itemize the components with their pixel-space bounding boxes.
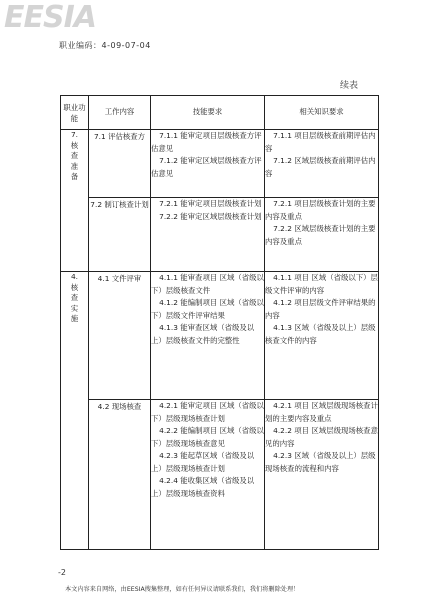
- table-row: [61, 198, 379, 272]
- table-row: [61, 400, 379, 550]
- skill-item: 4.2.4 能收集区域（省级及以上）层级现场核查资料: [151, 476, 255, 498]
- skill-item: 7.1.2 能审定区域层级核查方评估意见: [151, 156, 262, 178]
- header-knowledge: 相关知识要求: [265, 96, 379, 130]
- knowledge-item: 7.1.2 区域层级核查前期评估内容: [265, 156, 376, 178]
- requirements-table: [60, 95, 379, 550]
- content-cell: 7.2 制订核查计划: [89, 198, 151, 272]
- content-cell: 4.1 文件评审: [89, 272, 151, 400]
- function-cell: [61, 272, 89, 550]
- skill-item: 4.2.2 能编制项目 区域（省级以下）层级现场核查意见: [151, 426, 264, 448]
- eesia-logo: EESIA: [4, 0, 96, 35]
- content-cell: 4.2 现场核查: [89, 400, 151, 550]
- knowledge-item: 4.1.3 区域（省级及以上）层级核查文件的内容: [265, 323, 376, 345]
- function-label: 7.核查准备: [70, 130, 79, 181]
- knowledge-item: 4.1.2 项目层级文件评审结果的内容: [265, 298, 376, 320]
- skill-item: 7.2.1 能审定项目层级核查计划: [159, 199, 262, 208]
- knowledge-item: 4.1.1 项目 区域（省级以下）层级文件评审的内容: [265, 273, 378, 295]
- knowledge-cell: [265, 400, 379, 550]
- footer-notice: 本文内容来自网络，由EESIA搜集整理，如有任何异议请联系我们，我们将删除处理！: [65, 586, 300, 593]
- header-function: 职业功能: [61, 96, 89, 130]
- content-cell: 7.1 评估核查方: [89, 130, 151, 198]
- knowledge-item: 7.2.2 区域层级核查计划的主要内容及重点: [265, 224, 376, 246]
- skill-cell: [151, 130, 265, 198]
- knowledge-item: 4.2.2 项目 区域层级现场核查意见的内容: [265, 426, 378, 448]
- skill-item: 4.1.3 能审查区域（省级及以上）层级核查文件的完整性: [151, 323, 255, 345]
- skill-item: 4.2.1 能审定项目 区域（省级以下）层级现场核查计划: [151, 401, 264, 423]
- skill-item: 4.1.1 能审查项目 区域（省级以下）层级核查文件: [151, 273, 264, 295]
- skill-item: 4.2.3 能起草区域（省级及以上）层级现场核查计划: [151, 451, 255, 473]
- continued-label: 续表: [340, 81, 359, 91]
- function-label: 4.核查实施: [70, 272, 79, 323]
- knowledge-item: 4.2.1 项目 区域层级现场核查计划的主要内容及重点: [265, 401, 378, 423]
- header-content: 工作内容: [89, 96, 151, 130]
- header-skills: 技能要求: [151, 96, 265, 130]
- skill-cell: [151, 198, 265, 272]
- knowledge-cell: [265, 198, 379, 272]
- function-cell: [61, 130, 89, 272]
- knowledge-item: 7.2.1 项目层级核查计划的主要内容及重点: [265, 199, 376, 221]
- skill-cell: [151, 400, 265, 550]
- page-number: -2: [58, 568, 66, 577]
- skill-cell: [151, 272, 265, 400]
- job-code: 职业编码：4-09-07-04: [59, 41, 151, 50]
- skill-item: 4.1.2 能编制项目 区域（省级以下）层级文件评审结果: [151, 298, 264, 320]
- knowledge-cell: [265, 272, 379, 400]
- table-row: [61, 272, 379, 400]
- knowledge-cell: [265, 130, 379, 198]
- knowledge-item: 7.1.1 项目层级核查前期评估内容: [265, 131, 376, 153]
- knowledge-item: 4.2.3 区域（省级及以上）层级现场核查的流程和内容: [265, 451, 376, 473]
- table-header-row: [61, 96, 379, 130]
- skill-item: 7.2.2 能审定区域层级核查计划: [159, 211, 262, 221]
- skill-item: 7.1.1 能审定项目层级核查方评估意见: [151, 131, 262, 153]
- table-row: [61, 130, 379, 198]
